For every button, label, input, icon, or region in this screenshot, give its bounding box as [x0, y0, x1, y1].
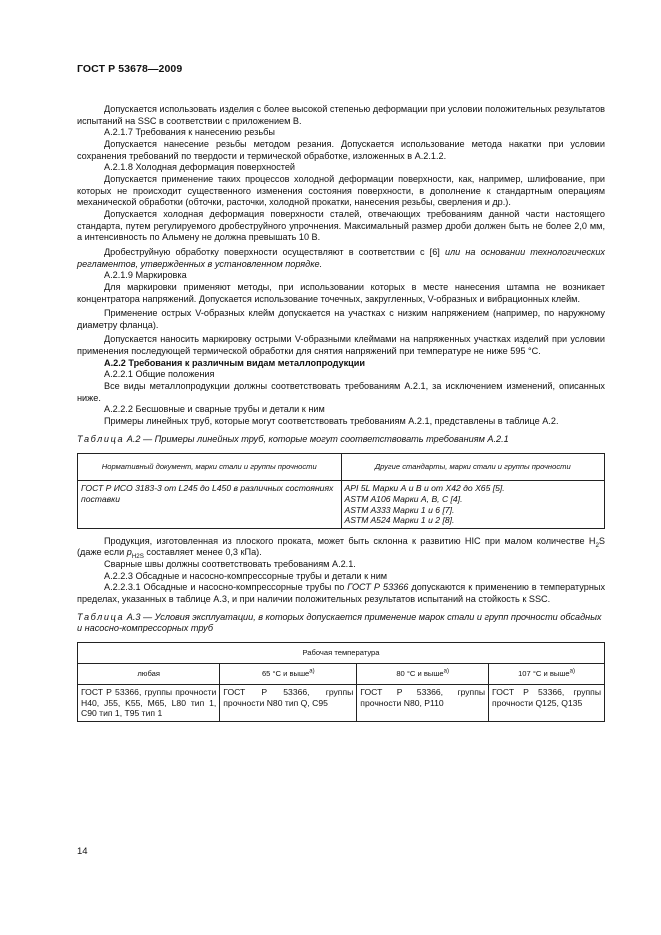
table-cell: ГОСТ Р 53366, группы прочности N80 тип Q, С95 [220, 685, 357, 722]
table-header-cell: любая [78, 664, 220, 685]
document-body [77, 104, 605, 722]
table-header-cell [489, 664, 605, 685]
paragraph: Допускается холодная деформация поверхности сталей, отвечающих требованиям данной части настоящего стандарта, путем регулируемого дробеструйного упрочнения. Максимальный размер дроби должен быть не более 2,0 мм, а интенсивность по Альмену не должна превышать 10 В. [77, 208, 605, 243]
table-a3 [77, 642, 605, 722]
paragraph [77, 247, 605, 270]
table-header-row [78, 664, 605, 685]
table-cell-line: API 5L Марки А и В и от Х42 до Х65 [5]. [344, 483, 505, 494]
caption-text: А.3 — Условия эксплуатации, в которых допускается применение марок стали и групп прочности обсадных и насосно-компрессорных труб [77, 611, 602, 634]
paragraph: Примеры линейных труб, которые могут соответствовать требованиям А.2.1, представлены в таблице А.2. [104, 416, 559, 427]
table-header-row [78, 454, 605, 481]
paragraph [77, 582, 605, 605]
header-text: 65 °С и выше [261, 668, 310, 678]
section-heading: А.2.2.2 Бесшовные и сварные трубы и детали к ним [104, 404, 325, 415]
text-run-italic: ГОСТ Р 53366 [347, 582, 409, 593]
header-text: 80 °С и выше [396, 668, 444, 678]
table-header-cell [357, 664, 489, 685]
paragraph: Допускается использовать изделия с более высокой степенью деформации при условии положительных результатов испытаний на SSC в соответствии с приложением В. [77, 104, 605, 126]
text-run: Продукция, изготовленная из плоского проката, может быть склонна к развитию HIC при малом количестве [104, 535, 589, 546]
table-group-header: Рабочая температура [78, 643, 605, 664]
footnote-mark: а) [569, 668, 575, 675]
section-heading: А.2.1.8 Холодная деформация поверхностей [104, 162, 296, 173]
footnote-mark: а) [443, 668, 450, 675]
table-cell-line: ASTM A524 Марки 1 и 2 [8]. [344, 515, 455, 526]
text-run-italic: или на основании технологических регламентов, утвержденных в установленном порядке. [77, 246, 605, 269]
formula-part: S [598, 535, 605, 546]
section-heading: А.2.2.1 Общие положения [104, 369, 215, 380]
table-cell: ГОСТ Р 53366, группы прочности Q125, Q135 [489, 685, 605, 722]
table-cell: ГОСТ Р ИСО 3183-3 от L245 до L450 в различных состояниях поставки [78, 481, 342, 528]
table-cell-line: ASTM A333 Марки 1 и 6 [7]. [344, 504, 455, 515]
text-run: А.2.2.3.1 Обсадные и насосно-компрессорные трубы по [104, 582, 348, 593]
caption-word: Таблица [77, 611, 125, 622]
paragraph: Применение острых V-образных клейм допускается на участках с низким напряжением (например, по наружному диаметру фланца). [77, 308, 605, 330]
table-caption [77, 434, 605, 446]
section-heading: А.2.1.9 Маркировка [104, 270, 187, 281]
table-caption [77, 612, 605, 635]
table-cell-line: ASTM A106 Марки А, В, С [4]. [344, 493, 463, 504]
section-heading: А.2.2.3 Обсадные и насосно-компрессорные трубы и детали к ним [104, 570, 388, 581]
table-header-row [78, 643, 605, 664]
table-row [78, 685, 605, 722]
paragraph [77, 536, 605, 559]
table-header-cell: Другие стандарты, марки стали и группы прочности [341, 454, 605, 481]
text-run: Дробеструйную обработку поверхности осуществляют в соответствии с [6] [104, 246, 445, 257]
paragraph: Для маркировки применяют методы, при использовании которых в месте нанесения штампа не возникает концентратора напряжений. Допускается использование точечных, закругленных, V-образных и вибрационных клейм. [77, 281, 605, 304]
formula-subscript: 2 [595, 541, 599, 549]
table-a2 [77, 453, 605, 528]
section-heading: А.2.1.7 Требования к нанесению резьбы [104, 127, 275, 138]
formula-p: p [126, 547, 132, 558]
text-run: составляет менее 0,3 кПа). [143, 547, 262, 558]
paragraph: Сварные швы должны соответствовать требованиям А.2.1. [104, 559, 356, 570]
table-header-cell [220, 664, 357, 685]
page-number: 14 [77, 846, 88, 857]
paragraph: Все виды металлопродукции должны соответствовать требованиям А.2.1, за исключением изменений, описанных ниже. [77, 381, 605, 403]
table-header-cell: Нормативный документ, марки стали и группы прочности [78, 454, 342, 481]
text-run: (даже если [77, 547, 127, 558]
header-text: 107 °С и выше [518, 668, 570, 678]
table-cell [341, 481, 605, 528]
section-heading: А.2.2 Требования к различным видам металлопродукции [104, 357, 366, 368]
paragraph: Допускается применение таких процессов холодной деформации поверхности, как, например, шлифование, при которых не происходит существенного изменения состояния поверхности, в дополнение к стандартным операциям механической обработки (обточки, расточки, холодной прокатки, нанесения резьбы, сверления и др.). [77, 173, 605, 208]
caption-text: А.2 — Примеры линейных труб, которые могут соответствовать требованиям А.2.1 [124, 433, 509, 444]
formula-subscript: H2S [131, 553, 144, 561]
document-header: ГОСТ Р 53678—2009 [77, 63, 183, 75]
table-row [78, 481, 605, 528]
formula-h2s [588, 535, 605, 549]
footnote-mark: а) [309, 668, 315, 675]
paragraph: Допускается нанесение резьбы методом резания. Допускается использование метода накатки при условии сохранения требований по твердости и термической обработке, изложенных в А.2.1.2. [77, 138, 605, 161]
table-cell: ГОСТ Р 53366, группы прочности N80, Р110 [357, 685, 489, 722]
caption-word: Таблица [77, 433, 125, 444]
paragraph: Допускается наносить маркировку острыми V-образными клеймами на напряженных участках изделий при условии применения последующей термической обработки для снятия напряжений при температуре не ниже 595 °С. [77, 334, 605, 357]
formula-part: H [588, 535, 596, 546]
table-cell: ГОСТ Р 53366, группы прочности Н40, J55, K55, M65, L80 тип 1, С90 тип 1, Т95 тип 1 [78, 685, 220, 722]
text-run: допускаются к применению в температурных пределах, указанных в таблице А.3, и при наличии положительных результатов испытаний на стойкость к SSC. [77, 582, 606, 605]
